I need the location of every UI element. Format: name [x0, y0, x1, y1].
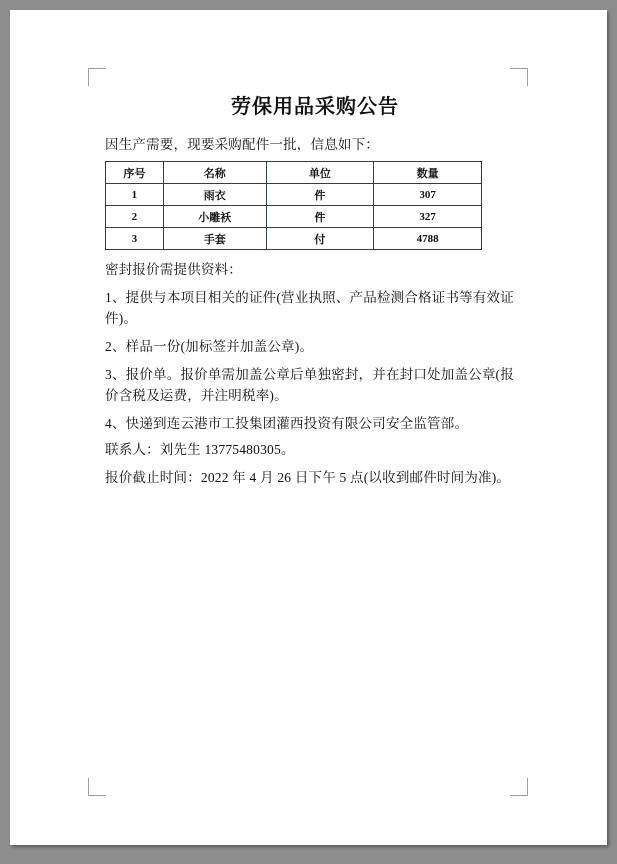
cell-quantity: 307 — [374, 184, 482, 206]
column-header-quantity: 数量 — [374, 162, 482, 184]
document-page — [10, 10, 607, 845]
requirement-item-3: 3、报价单。报价单需加盖公章后单独密封，并在封口处加盖公章(报价含税及运费，并注明税率)。 — [105, 366, 514, 403]
cell-unit: 件 — [266, 206, 374, 228]
cell-name: 小雕袄 — [163, 206, 266, 228]
requirement-item-1: 1、提供与本项目相关的证件(营业执照、产品检测合格证书等有效证件)。 — [105, 289, 514, 326]
intro-paragraph: 因生产需要，现要采购配件一批，信息如下： — [105, 137, 379, 152]
column-header-name: 名称 — [163, 162, 266, 184]
cell-name: 手套 — [163, 228, 266, 250]
requirement-item-4: 4、快递到连云港市工投集团灌西投资有限公司安全监管部。 — [105, 415, 469, 431]
cell-index: 1 — [106, 184, 164, 206]
cell-name: 雨衣 — [163, 184, 266, 206]
requirement-item-2: 2、样品一份(加标签并加盖公章)。 — [105, 338, 314, 354]
table-row — [106, 184, 482, 206]
section-heading: 密封报价需提供资料： — [105, 262, 242, 277]
document-body — [105, 82, 525, 496]
table-row — [106, 206, 482, 228]
crop-mark-bottom-left-icon — [88, 778, 106, 796]
cell-index: 2 — [106, 206, 164, 228]
cell-index: 3 — [106, 228, 164, 250]
contact-line: 联系人：刘先生 13775480305。 — [105, 442, 295, 458]
table-row — [106, 228, 482, 250]
items-table — [105, 161, 482, 250]
crop-mark-top-left-icon — [88, 68, 106, 86]
table-header-row — [106, 162, 482, 184]
page-title: 劳保用品采购公告 — [231, 96, 399, 118]
column-header-unit: 单位 — [266, 162, 374, 184]
cell-unit: 付 — [266, 228, 374, 250]
crop-mark-bottom-right-icon — [510, 778, 528, 796]
deadline-line: 报价截止时间：2022 年 4 月 26 日下午 5 点(以收到邮件时间为准)。 — [105, 470, 511, 486]
column-header-index: 序号 — [106, 162, 164, 184]
cell-quantity: 4788 — [374, 228, 482, 250]
cell-unit: 件 — [266, 184, 374, 206]
cell-quantity: 327 — [374, 206, 482, 228]
